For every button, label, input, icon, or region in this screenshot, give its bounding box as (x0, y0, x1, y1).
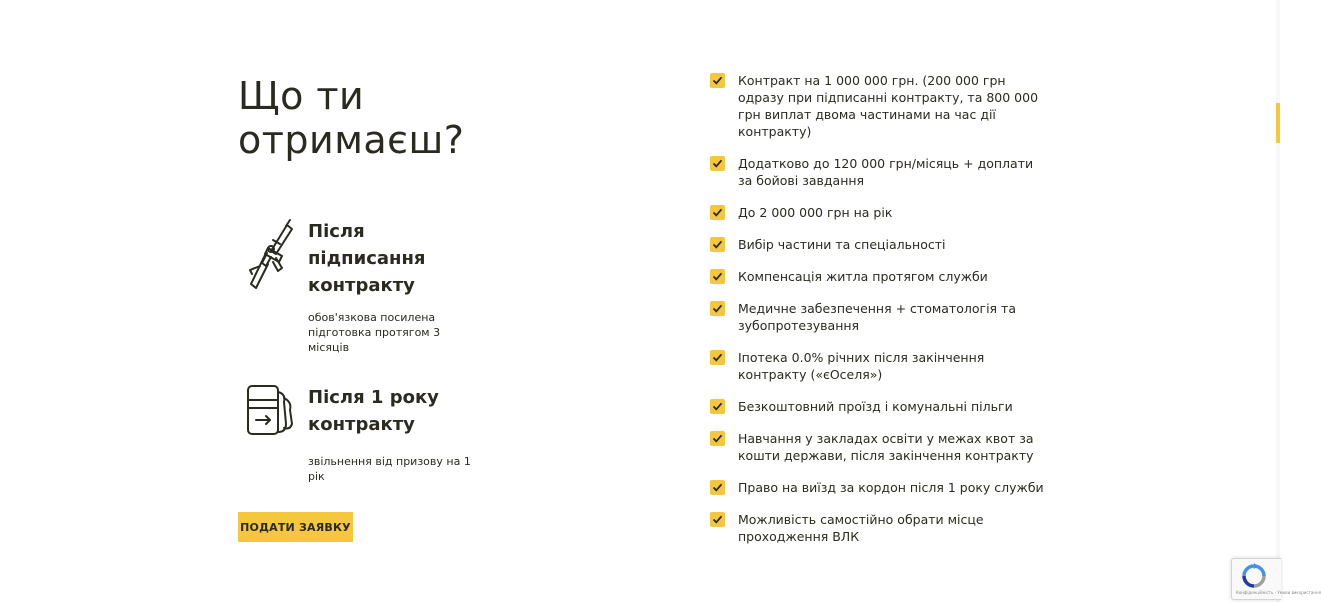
checklist-item (710, 300, 1050, 334)
checklist-item (710, 398, 1050, 415)
benefit-description: звільнення від призову на 1 рік (308, 455, 471, 483)
checklist-item (710, 72, 1050, 140)
recaptcha-label[interactable]: Конфіденційність - Умови використання (1236, 590, 1321, 595)
scrollbar-thumb[interactable] (1276, 103, 1280, 143)
benefits-checklist (710, 72, 1050, 560)
checkmark-icon (710, 512, 725, 527)
rifle-icon (246, 218, 296, 298)
submit-application-button[interactable]: ПОДАТИ ЗАЯВКУ (238, 512, 353, 542)
checklist-item (710, 430, 1050, 464)
checklist-item (710, 349, 1050, 383)
passport-icon (246, 384, 296, 464)
checklist-item-text: Додатково до 120 000 грн/місяць + доплати за бойові завдання (738, 156, 1034, 188)
benefit-description: обов'язкова посилена підготовка протягом 3 місяців (308, 311, 441, 354)
benefits-section (238, 74, 498, 483)
benefit-title: Після 1 року контракту (308, 387, 439, 435)
checkmark-icon (710, 205, 725, 220)
checklist-item-text: Медичне забезпечення + стоматологія та зубопротезування (738, 301, 1016, 333)
checklist-item (710, 204, 1050, 221)
checklist-item-text: До 2 000 000 грн на рік (738, 205, 893, 220)
checklist-item (710, 155, 1050, 189)
page-title: Що ти отримаєш? (238, 74, 465, 162)
checklist-item-text: Безкоштовний проїзд і комунальні пільги (738, 399, 1013, 414)
checklist-item-text: Навчання у закладах освіти у межах квот за кошти держави, після закінчення контракту (738, 431, 1034, 463)
checklist-item-text: Право на виїзд за кордон після 1 року служби (738, 480, 1044, 495)
checkmark-icon (710, 73, 725, 88)
checklist-item (710, 236, 1050, 253)
checkmark-icon (710, 301, 725, 316)
checkmark-icon (710, 350, 725, 365)
checkmark-icon (710, 237, 725, 252)
checkmark-icon (710, 399, 725, 414)
checklist-item (710, 268, 1050, 285)
checklist-item-text: Іпотека 0.0% річних після закінчення контракту («єОселя») (738, 350, 985, 382)
checkmark-icon (710, 269, 725, 284)
checklist-item-text: Можливість самостійно обрати місце проходження ВЛК (738, 512, 984, 544)
checklist-item-text: Вибір частини та спеціальності (738, 237, 946, 252)
scrollbar-track[interactable] (1276, 0, 1280, 602)
checklist-item (710, 511, 1050, 545)
checkmark-icon (710, 431, 725, 446)
recaptcha-badge[interactable] (1231, 558, 1321, 600)
checklist-item (710, 479, 1050, 496)
checklist-item-text: Контракт на 1 000 000 грн. (200 000 грн одразу при підписанні контракту, та 800 000 грн виплат двома частинами на час дії контракту) (738, 73, 1039, 139)
recaptcha-icon (1241, 563, 1267, 589)
benefit-title: Після підписання контракту (308, 221, 426, 296)
checkmark-icon (710, 480, 725, 495)
checkmark-icon (710, 156, 725, 171)
checklist-item-text: Компенсація житла протягом служби (738, 269, 988, 284)
